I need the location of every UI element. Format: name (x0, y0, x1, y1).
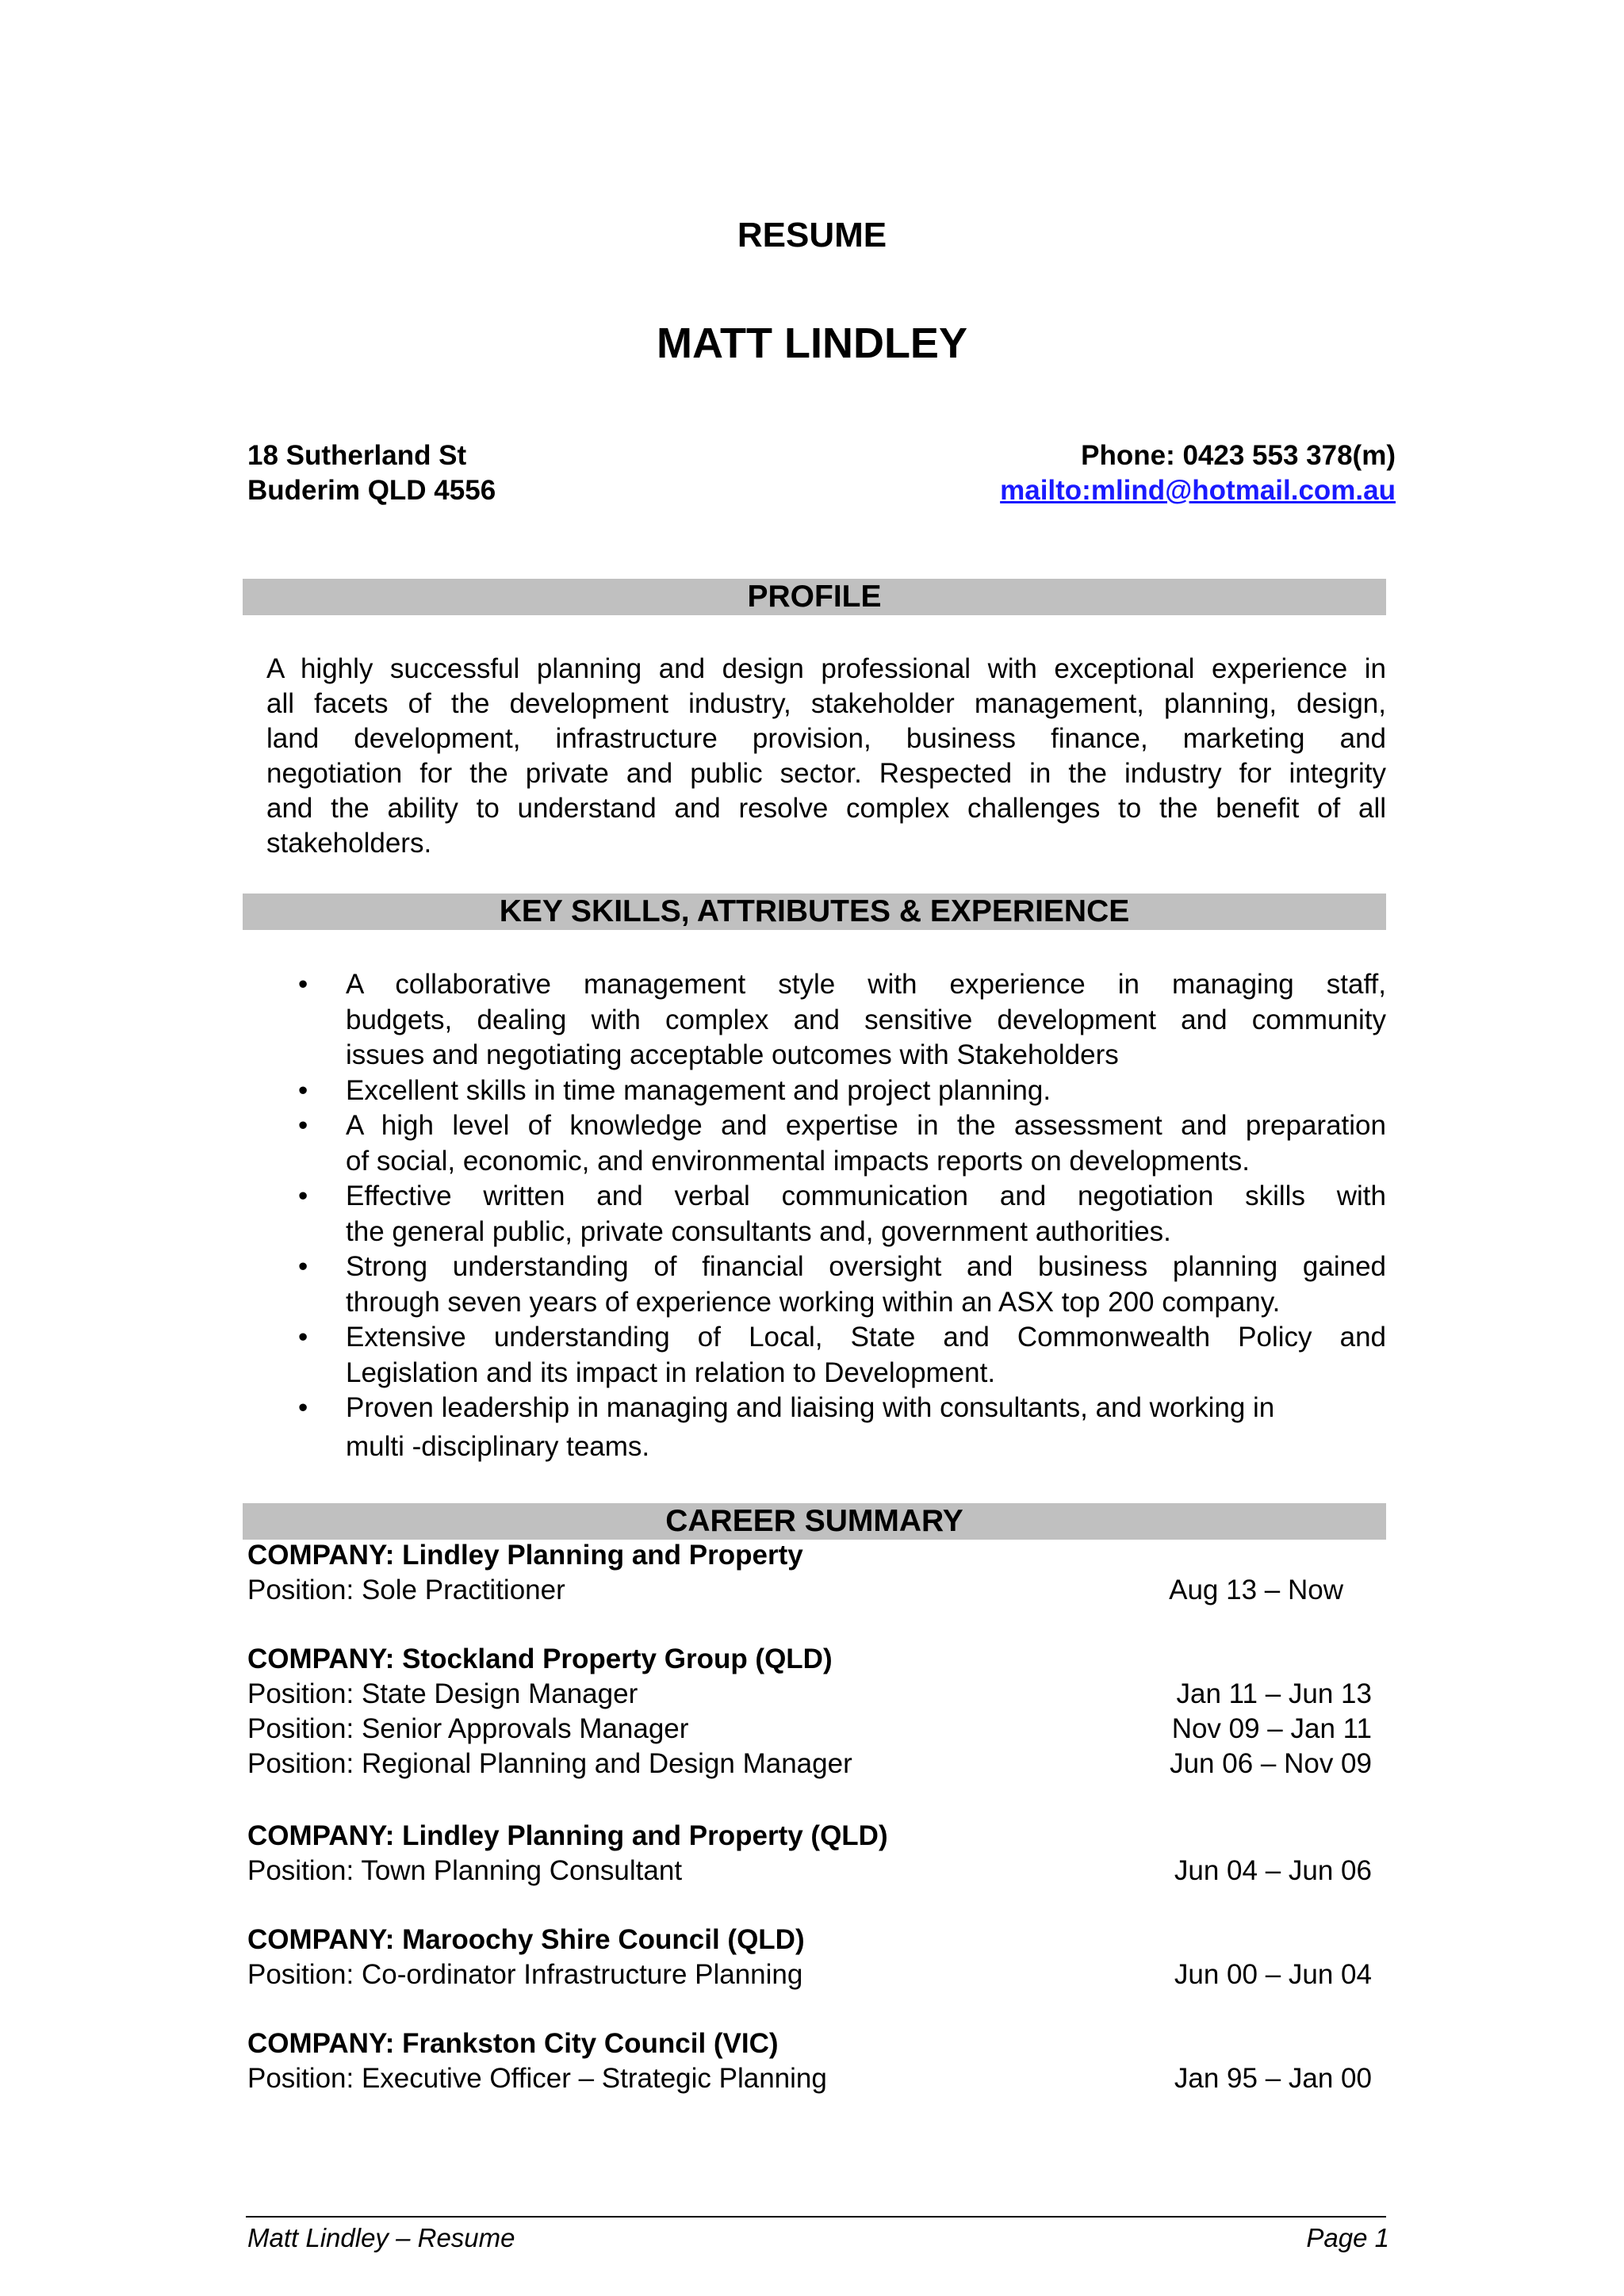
address-line-2: Buderim QLD 4556 (247, 475, 496, 506)
skill-line: A high level of knowledge and expertise in the assessment and preparation (346, 1110, 1386, 1141)
position-row (247, 2061, 1386, 2096)
skill-item (266, 1391, 1386, 1464)
skill-line: budgets, dealing with complex and sensitive development and community (346, 1004, 1386, 1035)
position-title: Position: Regional Planning and Design Manager (247, 1748, 852, 1779)
position-title: Position: Senior Approvals Manager (247, 1713, 689, 1744)
email-link[interactable]: mailto:mlind@hotmail.com.au (1000, 475, 1396, 506)
phone-number: Phone: 0423 553 378(m) (1081, 440, 1396, 471)
section-heading-profile: PROFILE (243, 579, 1386, 615)
company-name: COMPANY: Stockland Property Group (QLD) (247, 1644, 833, 1674)
document-title: RESUME (737, 216, 887, 254)
skill-line: Effective written and verbal communication and negotiation skills with (346, 1181, 1386, 1211)
skill-line: the general public, private consultants and, government authorities. (346, 1215, 1171, 1247)
footer-page-number: Page 1 (1306, 2223, 1389, 2252)
company-name: COMPANY: Frankston City Council (VIC) (247, 2028, 779, 2059)
skill-item (266, 1179, 1386, 1249)
bullet-icon: • (298, 1322, 308, 1353)
footer-left: Matt Lindley – Resume (247, 2223, 515, 2252)
company-block (247, 2026, 1386, 2096)
skill-item (266, 967, 1386, 1073)
position-dates: Jan 11 – Jun 13 (1176, 1678, 1372, 1709)
skill-line: through seven years of experience working within an ASX top 200 company. (346, 1286, 1281, 1318)
position-row (247, 1712, 1386, 1747)
position-dates: Jun 04 – Jun 06 (1174, 1855, 1372, 1886)
skill-item (266, 1320, 1386, 1391)
company-block (247, 1923, 1386, 1992)
position-title: Position: Town Planning Consultant (247, 1855, 683, 1886)
bullet-icon: • (298, 1110, 308, 1141)
skills-list (266, 967, 1386, 1464)
skill-line: Strong understanding of financial oversight and business planning gained (346, 1251, 1386, 1282)
bullet-icon: • (298, 1181, 308, 1211)
skill-line: Excellent skills in time management and project planning. (346, 1074, 1051, 1106)
bullet-icon: • (298, 1251, 308, 1282)
company-block (247, 1538, 1386, 1608)
position-row (247, 1677, 1386, 1712)
position-dates: Jun 06 – Nov 09 (1170, 1748, 1372, 1779)
profile-line: all facets of the development industry, stakeholder management, planning, design, (266, 688, 1386, 719)
profile-line: and the ability to understand and resolve complex challenges to the benefit of all (266, 793, 1386, 824)
skill-line: Legislation and its impact in relation to Development. (346, 1357, 996, 1388)
position-title: Position: Executive Officer – Strategic Planning (247, 2063, 827, 2094)
position-dates: Jun 00 – Jun 04 (1174, 1959, 1372, 1990)
position-title: Position: Sole Practitioner (247, 1575, 565, 1605)
profile-line: A highly successful planning and design professional with exceptional experience in (266, 653, 1386, 684)
skill-item (266, 1073, 1386, 1109)
skill-item (266, 1108, 1386, 1179)
profile-line: land development, infrastructure provision, business finance, marketing and (266, 723, 1386, 754)
skill-line: of social, economic, and environmental impacts reports on developments. (346, 1145, 1251, 1177)
skill-line: A collaborative management style with experience in managing staff, (346, 969, 1386, 1000)
profile-paragraph (266, 652, 1386, 861)
bullet-icon: • (298, 1392, 308, 1423)
skill-line: issues and negotiating acceptable outcomes with Stakeholders (346, 1039, 1119, 1070)
contact-details (1000, 438, 1396, 508)
company-block (247, 1819, 1386, 1888)
position-dates: Nov 09 – Jan 11 (1171, 1713, 1372, 1744)
company-block (247, 1642, 1386, 1781)
position-dates: Jan 95 – Jan 00 (1174, 2063, 1372, 2094)
bullet-icon: • (298, 969, 308, 1000)
bullet-icon: • (298, 1074, 308, 1106)
section-heading-career: CAREER SUMMARY (243, 1503, 1386, 1540)
skill-item (266, 1249, 1386, 1320)
skill-line: multi -disciplinary teams. (346, 1430, 650, 1462)
candidate-name: MATT LINDLEY (657, 320, 967, 367)
company-name: COMPANY: Lindley Planning and Property (QLD) (247, 1820, 888, 1851)
position-row (247, 1747, 1386, 1781)
position-row (247, 1957, 1386, 1992)
skill-line: Extensive understanding of Local, State and Commonwealth Policy and (346, 1322, 1386, 1353)
profile-line: stakeholders. (266, 828, 432, 859)
position-dates: Aug 13 – Now (1169, 1575, 1343, 1605)
footer-divider (246, 2216, 1386, 2218)
contact-address (247, 438, 496, 508)
address-line-1: 18 Sutherland St (247, 440, 467, 471)
skill-line: Proven leadership in managing and liaising with consultants, and working in (346, 1392, 1275, 1423)
section-heading-skills: KEY SKILLS, ATTRIBUTES & EXPERIENCE (243, 894, 1386, 930)
career-summary (247, 1538, 1386, 2096)
position-title: Position: State Design Manager (247, 1678, 638, 1709)
position-row (247, 1854, 1386, 1888)
company-name: COMPANY: Maroochy Shire Council (QLD) (247, 1924, 805, 1955)
company-name: COMPANY: Lindley Planning and Property (247, 1540, 803, 1571)
profile-line: negotiation for the private and public sector. Respected in the industry for integrity (266, 758, 1386, 789)
position-title: Position: Co-ordinator Infrastructure Planning (247, 1959, 803, 1990)
position-row (247, 1573, 1386, 1608)
